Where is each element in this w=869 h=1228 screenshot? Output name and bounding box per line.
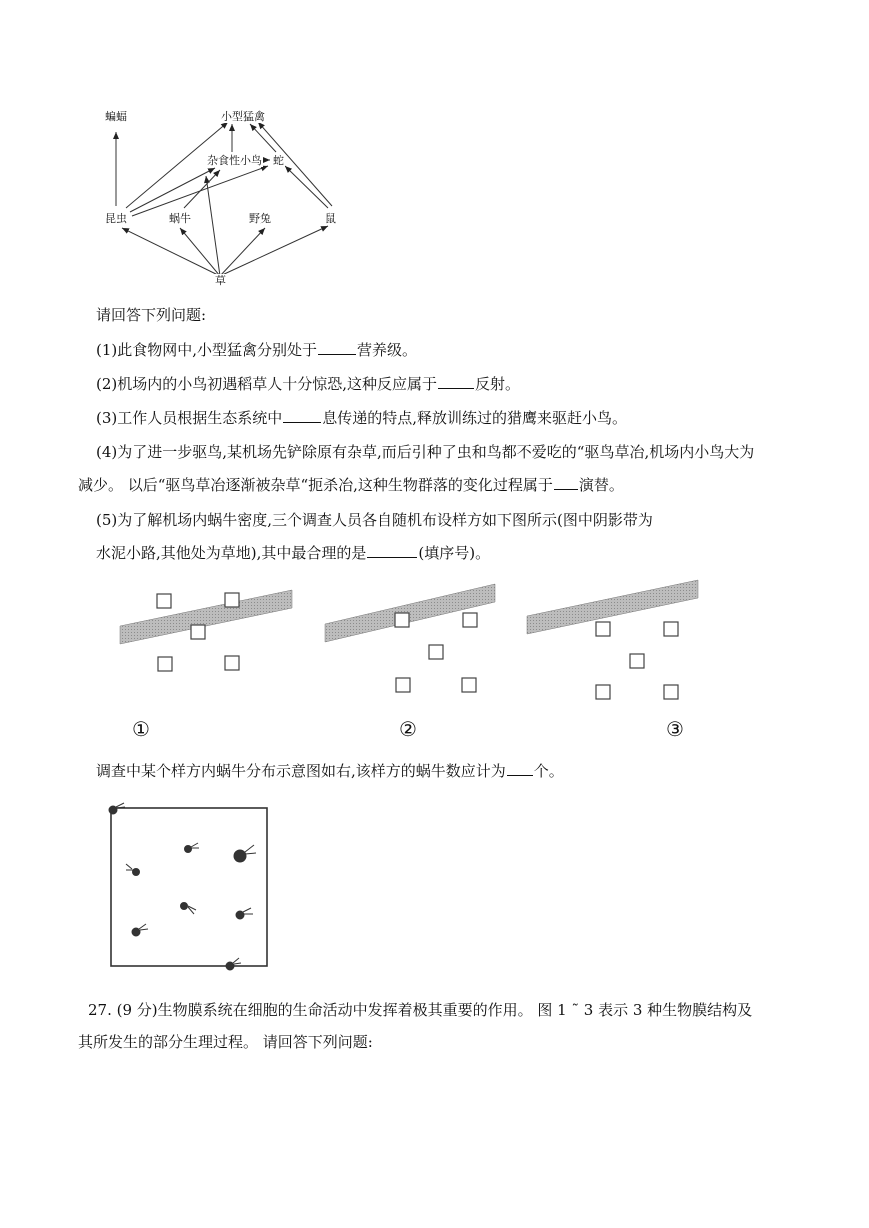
question-5-text: 水泥小路,其他处为草地),其中最合理的是	[96, 544, 367, 562]
node-raptor: 小型猛禽	[221, 110, 265, 123]
snail-quadrat-figure	[104, 798, 274, 976]
answer-blank-2[interactable]	[438, 374, 474, 389]
question-5-line-2	[96, 543, 490, 563]
quadrat-1a	[157, 594, 171, 608]
quadrat-2e	[462, 678, 476, 692]
quadrat-frame	[111, 808, 267, 966]
layout-label-3: ③	[666, 717, 684, 741]
quadrat-2d	[396, 678, 410, 692]
snail-count-question	[96, 761, 564, 781]
quadrat-1e	[225, 656, 239, 670]
question-4-suffix: 演替。	[578, 476, 624, 494]
question-5-suffix: (填序号)。	[418, 544, 491, 562]
quadrat-layouts-figure	[110, 578, 700, 746]
quadrat-2b	[463, 613, 477, 627]
question-4-line-1: (4)为了进一步驱鸟,某机场先铲除原有杂草,而后引种了虫和鸟都不爱吃的“驱鸟草冶,机场内小鸟大为	[96, 443, 755, 461]
question-4-text: 减少。 以后“驱鸟草冶逐渐被杂草“扼杀冶,这种生物群落的变化过程属于	[78, 476, 553, 494]
node-grass: 草	[215, 274, 226, 287]
quadrat-1b	[225, 593, 239, 607]
snail-quadrat	[104, 798, 274, 976]
layout-label-1: ①	[132, 717, 150, 741]
question-1-text: (1)此食物网中,小型猛禽分别处于	[96, 341, 318, 359]
food-web-diagram	[100, 98, 340, 290]
intro-text: 请回答下列问题:	[96, 306, 207, 324]
answer-blank-snail[interactable]	[507, 761, 533, 776]
node-snail: 蜗牛	[169, 212, 191, 225]
question-4-line-2	[78, 475, 624, 495]
node-insect: 昆虫	[105, 212, 127, 225]
question-2-text: (2)机场内的小鸟初遇稻草人十分惊恐,这种反应属于	[96, 375, 438, 393]
node-hare: 野兔	[249, 212, 271, 225]
quadrat-3a	[596, 622, 610, 636]
question-2-suffix: 反射。	[475, 375, 521, 393]
quadrat-3e	[664, 685, 678, 699]
question-27-line-2: 其所发生的部分生理过程。 请回答下列问题:	[78, 1033, 373, 1051]
question-3-suffix: 息传递的特点,释放训练过的猎鹰来驱赶小鸟。	[322, 409, 628, 427]
layout-1	[120, 590, 292, 671]
food-web-arrows	[100, 98, 340, 290]
question-5-line-1: (5)为了解机场内蜗牛密度,三个调查人员各自随机布设样方如下图所示(图中阴影带为	[96, 511, 653, 529]
node-mouse: 鼠	[325, 212, 336, 225]
node-omnivorous-bird: 杂食性小鸟	[207, 154, 262, 167]
quadrat-3c	[630, 654, 644, 668]
answer-blank-3[interactable]	[283, 408, 321, 423]
layout-3	[527, 580, 698, 699]
snail-count-suffix: 个。	[533, 762, 564, 780]
question-3	[96, 408, 627, 428]
cement-road-1	[120, 590, 292, 644]
question-1	[96, 340, 417, 360]
question-27-line-1: 27. (9 分)生物膜系统在细胞的生命活动中发挥着极其重要的作用。 图 1 ˜ 3 表示 3 种生物膜结构及	[88, 1001, 753, 1019]
layout-label-2: ②	[399, 717, 417, 741]
node-bat: 蝙蝠	[105, 110, 127, 123]
question-3-text: (3)工作人员根据生态系统中	[96, 409, 283, 427]
quadrat-1d	[158, 657, 172, 671]
answer-blank-1[interactable]	[318, 340, 356, 355]
snail-count-text: 调查中某个样方内蜗牛分布示意图如右,该样方的蜗牛数应计为	[96, 762, 506, 780]
question-2	[96, 374, 520, 394]
quadrat-3b	[664, 622, 678, 636]
quadrat-3d	[596, 685, 610, 699]
quadrat-1c	[191, 625, 205, 639]
answer-blank-4[interactable]	[554, 475, 578, 490]
question-1-suffix: 营养级。	[357, 341, 418, 359]
node-snake: 蛇	[273, 154, 284, 167]
layout-2	[325, 584, 495, 692]
quadrat-2c	[429, 645, 443, 659]
answer-blank-5[interactable]	[367, 543, 417, 558]
quadrat-2a	[395, 613, 409, 627]
